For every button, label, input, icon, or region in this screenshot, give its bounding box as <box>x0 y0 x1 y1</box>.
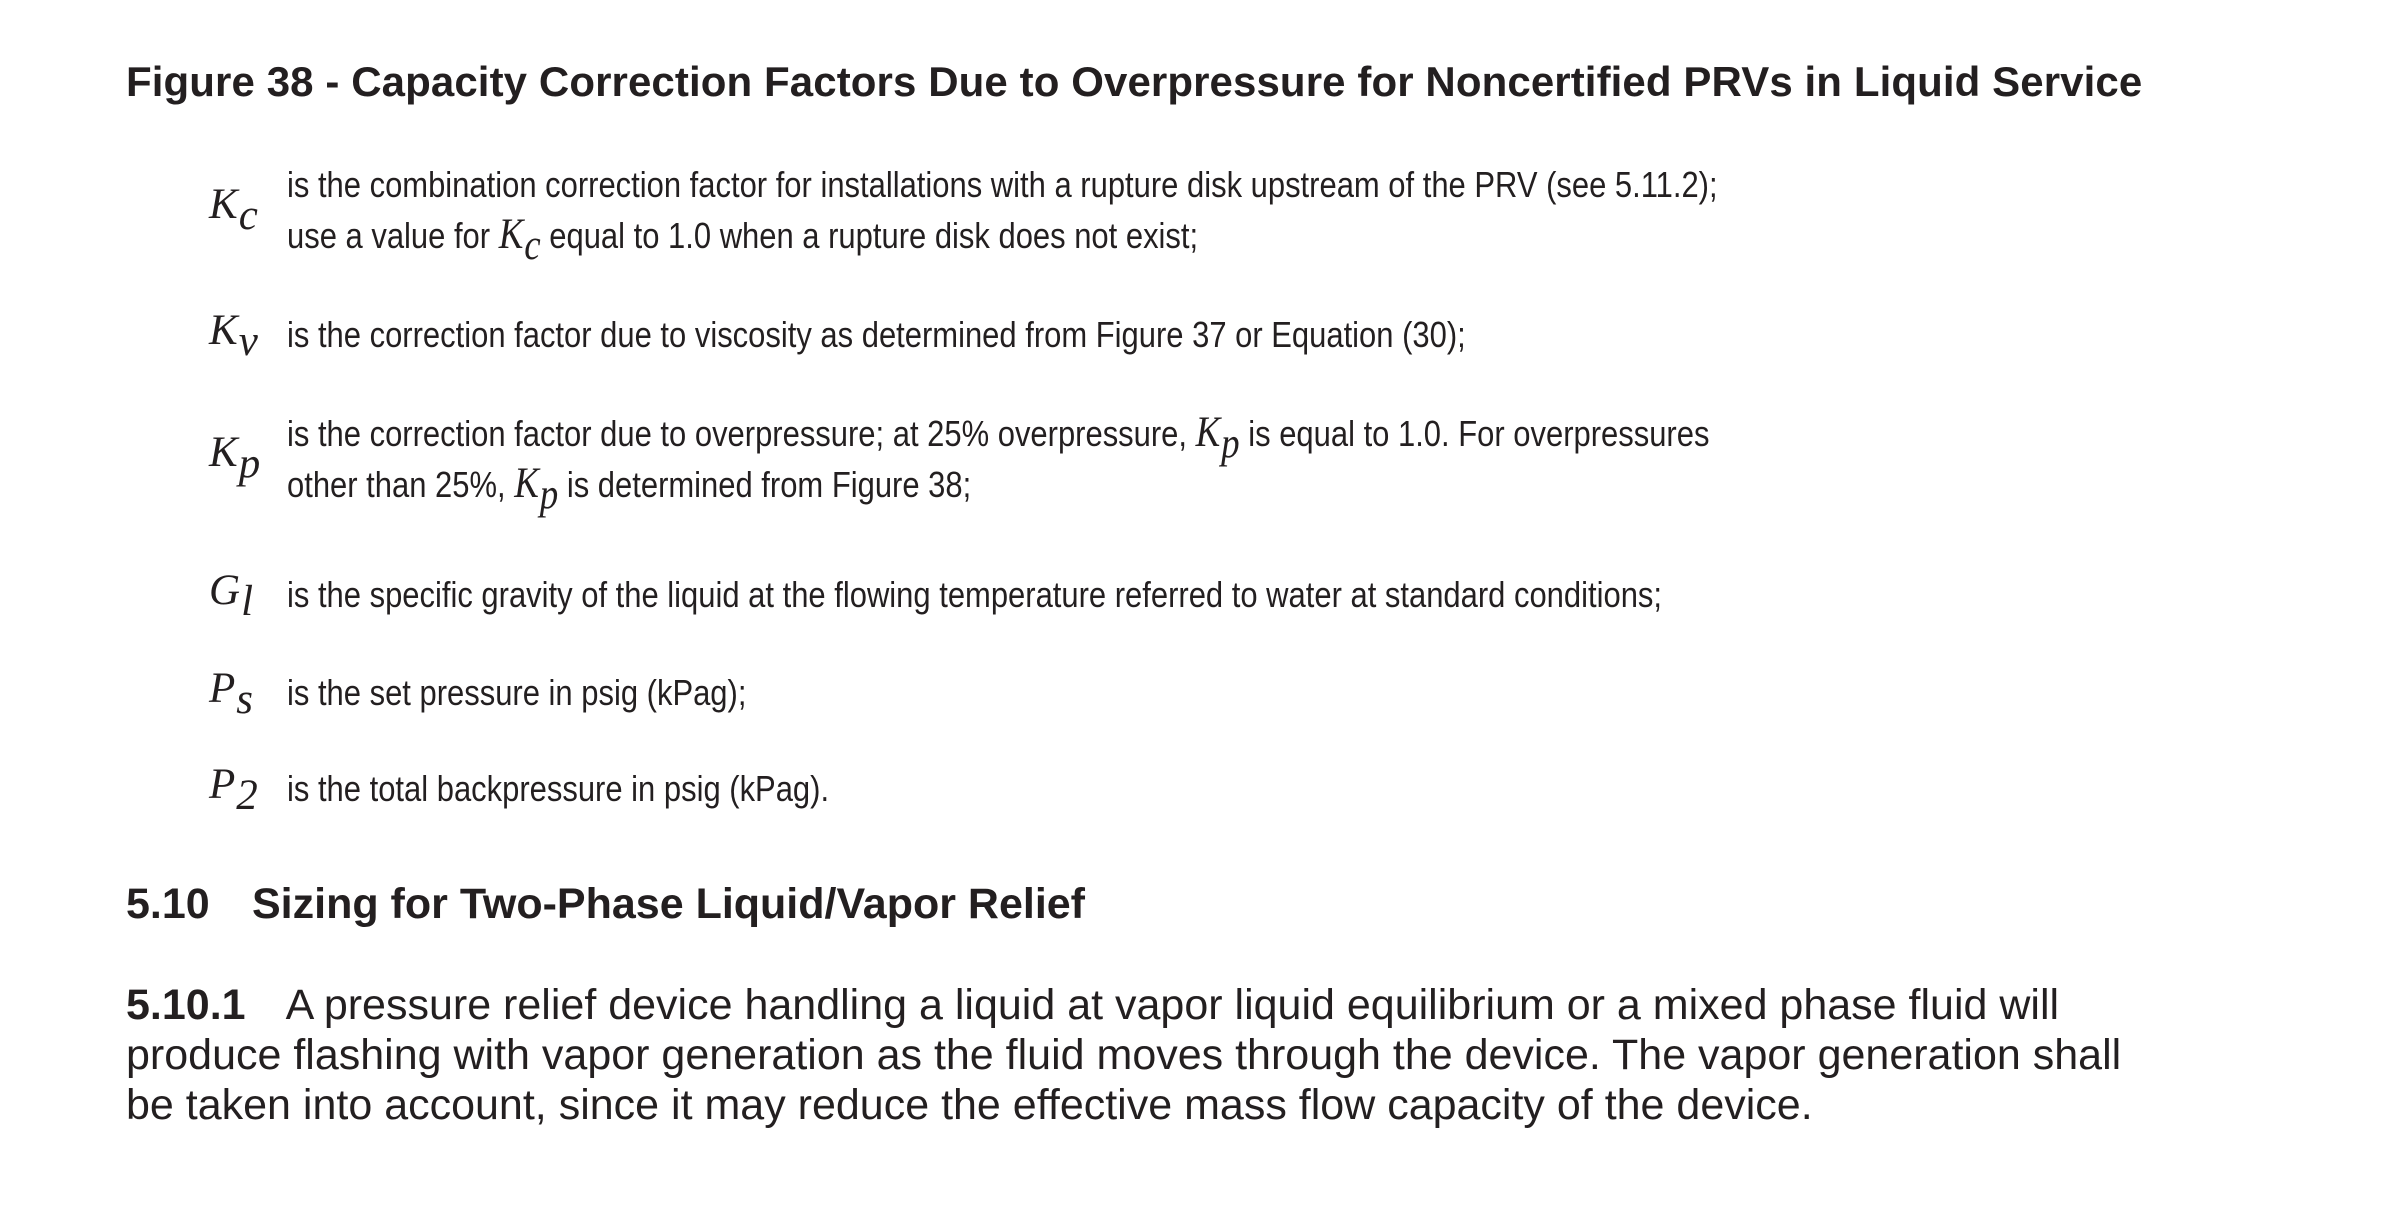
paragraph-line: be taken into account, since it may reduce the effective mass flow capacity of the device. <box>126 1081 1813 1129</box>
symbol-gl <box>209 566 254 625</box>
paragraph-number: 5.10.1 <box>126 981 246 1029</box>
symbol-letter: K <box>209 307 238 354</box>
definition-line: is the specific gravity of the liquid at the flowing temperature referred to water at standard conditions; <box>287 574 1663 615</box>
definition-line: is the set pressure in psig (kPag); <box>287 672 747 713</box>
symbol-ps <box>209 664 254 723</box>
definition-line: other than 25%, Kp is determined from Figure 38; <box>287 460 972 518</box>
symbol-letter: P <box>209 761 236 808</box>
symbol-subscript: c <box>238 192 258 239</box>
definition-line: is the total backpressure in psig (kPag). <box>287 768 830 809</box>
paragraph-line: 5.10.1 A pressure relief device handling a liquid at vapor liquid equilibrium or a mixed phase fluid will <box>126 981 2060 1029</box>
definition-kp <box>287 408 1710 518</box>
definition-gl <box>287 570 1662 620</box>
section-number: 5.10 <box>126 880 210 928</box>
paragraph-5-10-1 <box>126 980 2306 1130</box>
definition-p2 <box>287 764 829 814</box>
figure-title: Figure 38 - Capacity Correction Factors Due to Overpressure for Noncertified PRVs in Liquid Service <box>126 58 2143 105</box>
paragraph-line: produce flashing with vapor generation as the fluid moves through the device. The vapor generation shall <box>126 1031 2122 1079</box>
symbol-letter: P <box>209 665 236 712</box>
definition-kc <box>287 160 1718 269</box>
symbol-subscript: 2 <box>236 772 258 819</box>
inline-symbol-kc: Kc <box>498 211 541 269</box>
symbol-subscript: p <box>238 440 261 487</box>
definition-line: use a value for Kc equal to 1.0 when a rupture disk does not exist; <box>287 211 1199 269</box>
inline-symbol-kp: Kp <box>514 460 559 518</box>
definition-ps <box>287 668 746 718</box>
definition-line: is the combination correction factor for installations with a rupture disk upstream of the PRV (see 5.11.2); <box>287 164 1718 205</box>
symbol-kv <box>209 306 258 365</box>
symbol-letter: K <box>209 429 238 476</box>
symbol-subscript: s <box>236 676 254 723</box>
symbol-subscript: l <box>241 578 254 625</box>
symbol-subscript: v <box>238 318 258 365</box>
definition-line: is the correction factor due to overpressure; at 25% overpressure, Kp is equal to 1.0. For overpressures <box>287 409 1710 467</box>
symbol-kc <box>209 180 258 239</box>
inline-symbol-kp: Kp <box>1195 409 1240 467</box>
symbol-letter: K <box>209 181 238 228</box>
section-heading <box>126 880 1085 929</box>
symbol-kp <box>209 428 261 487</box>
definition-line: is the correction factor due to viscosity as determined from Figure 37 or Equation (30); <box>287 314 1466 355</box>
symbol-letter: G <box>209 567 241 614</box>
section-title: Sizing for Two-Phase Liquid/Vapor Relief <box>252 880 1085 928</box>
definition-kv <box>287 310 1466 360</box>
symbol-p2 <box>209 760 258 819</box>
